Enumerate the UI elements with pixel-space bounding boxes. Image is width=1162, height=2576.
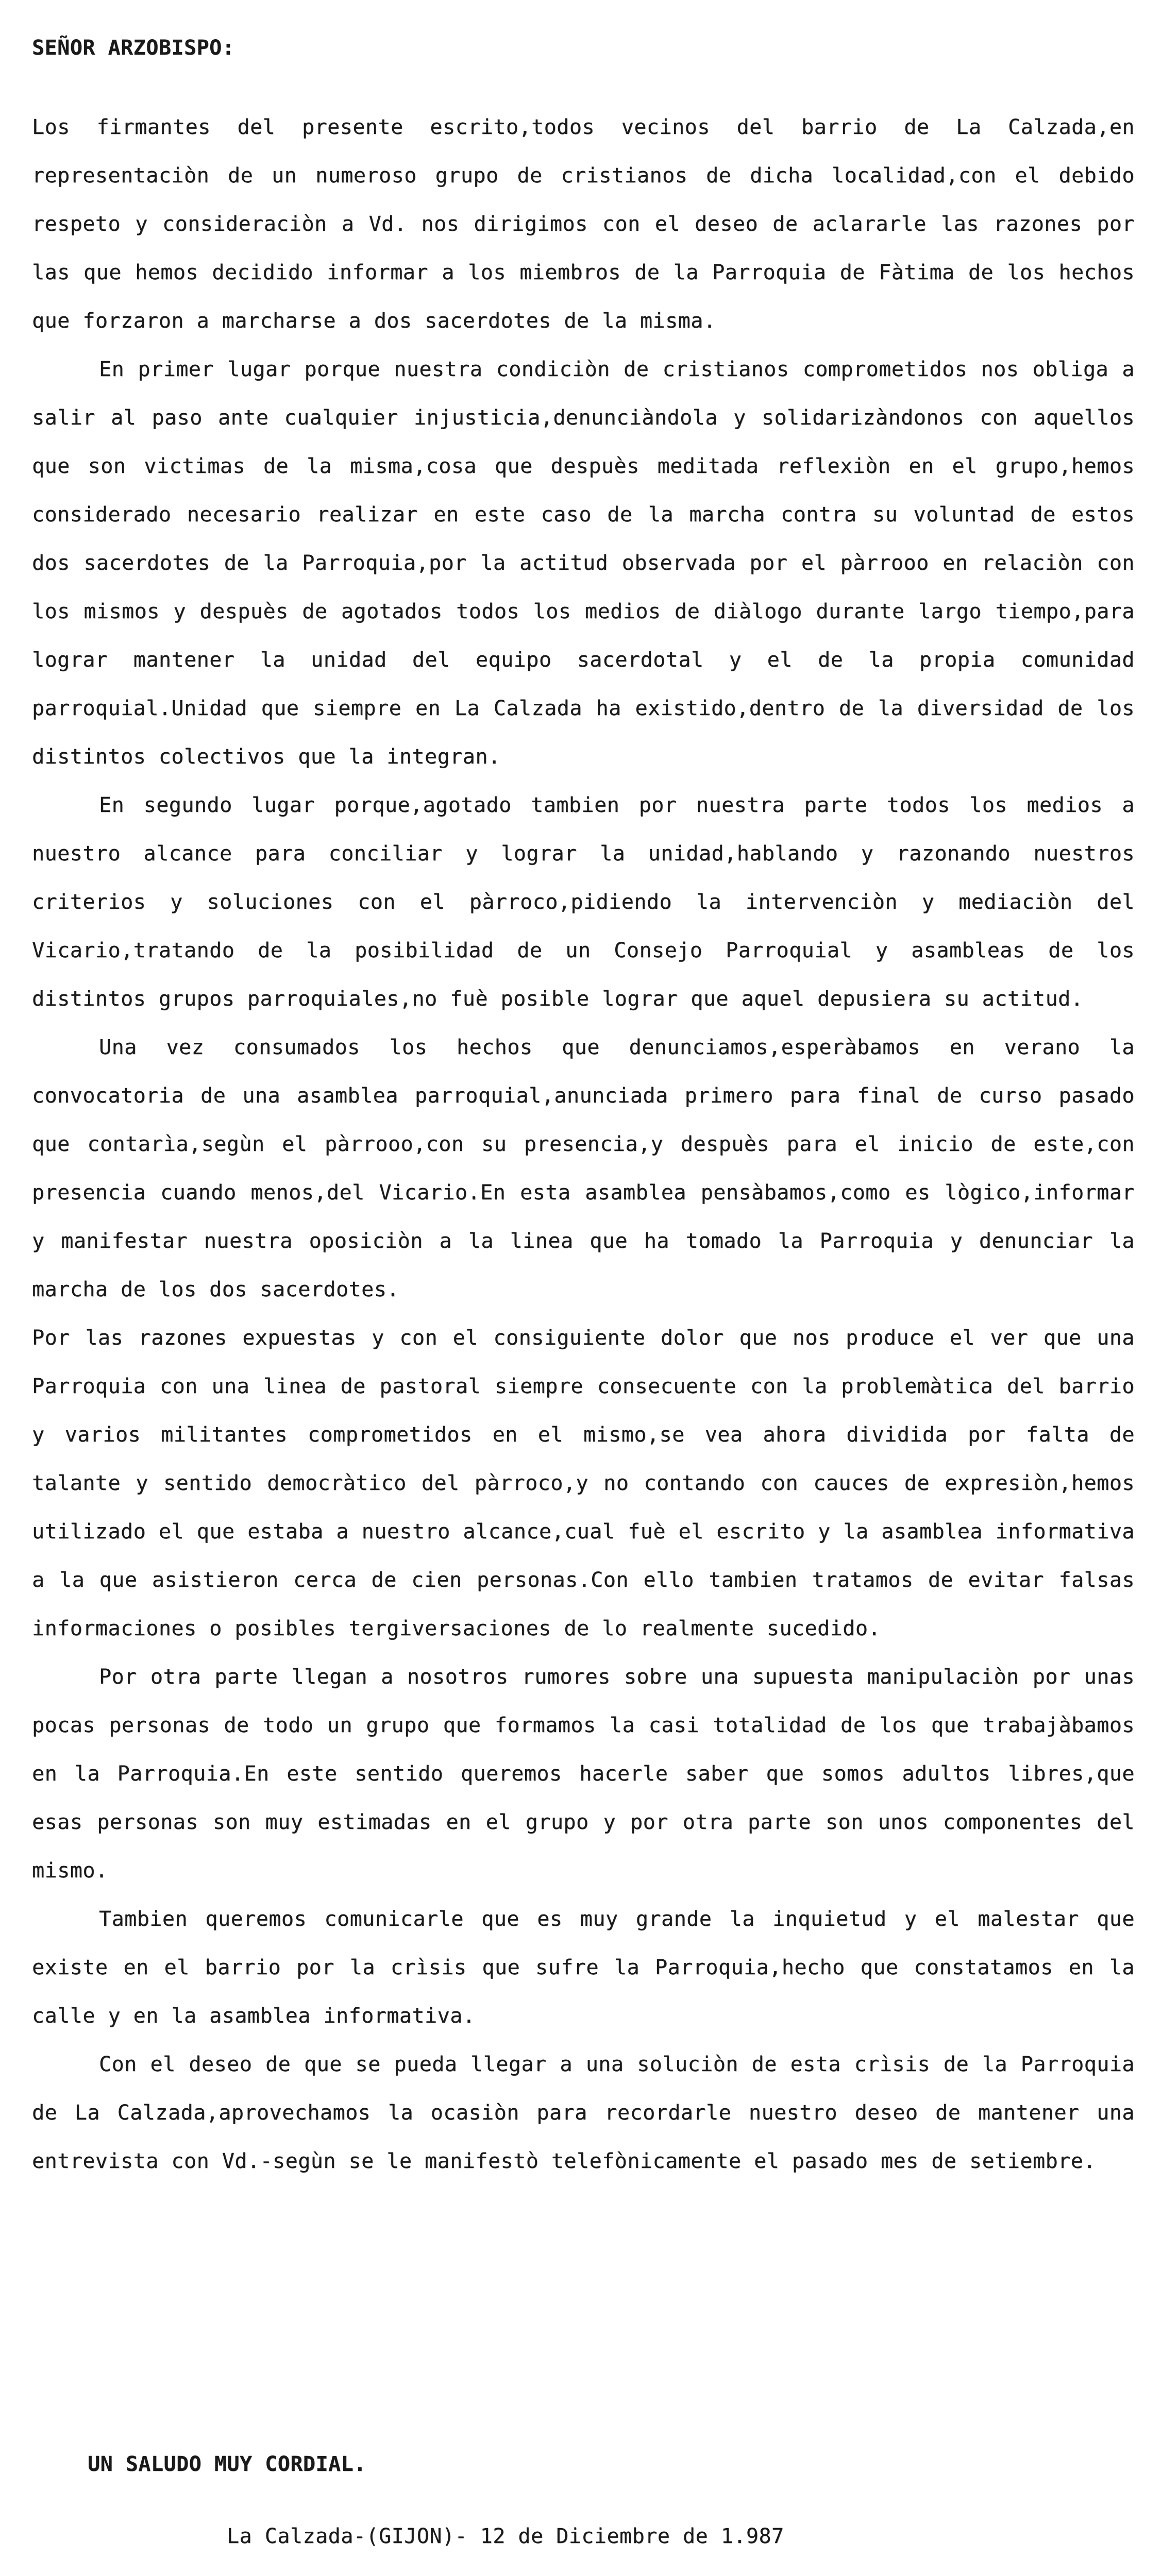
paragraph-consummated-facts: Una vez consumados los hechos que denunciamos,esperàbamos en verano la convocatoria de una asamblea parroquial,anunciada primero para final de curso pasado que contarìa,segùn el pàrrooo,con su presencia,y despuès para el inicio de este,con presencia cuando menos,del Vicario.En esta asamblea pensàbamos,como es lògico,informar y manifestar nuestra oposiciòn a la linea que ha tomado la Parroquia y denunciar la marcha de los dos sacerdotes.	[32, 1036, 1135, 1301]
closing-greeting: UN SALUDO MUY CORDIAL.	[88, 2452, 366, 2476]
salutation: SEÑOR ARZOBISPO:	[32, 36, 235, 60]
paragraph-reasons-exposed: Por las razones expuestas y con el consiguiente dolor que nos produce el ver que una Parroquia con una linea de pastoral siempre consecuente con la problemàtica del barrio y varios militantes comprometidos en el mismo,se vea ahora dividida por falta de talante y sentido democràtico del pàrroco,y no contando con cauces de expresiòn,hemos utilizado el que estaba a nuestro alcance,cual fuè el escrito y la asamblea informativa a la que asistieron cerca de cien personas.Con ello tambien tratamos de evitar falsas informaciones o posibles tergiversaciones de lo realmente sucedido.	[32, 1326, 1135, 1640]
paragraph-intro: Los firmantes del presente escrito,todos vecinos del barrio de La Calzada,en representaciòn de un numeroso grupo de cristianos de dicha localidad,con el debido respeto y consideraciòn a Vd. nos dirigimos con el deseo de aclararle las razones por las que hemos decidido informar a los miembros de la Parroquia de Fàtima de los hechos que forzaron a marcharse a dos sacerdotes de la misma.	[32, 115, 1135, 333]
paragraph-second-reason: En segundo lugar porque,agotado tambien por nuestra parte todos los medios a nuestro alcance para conciliar y lograr la unidad,hablando y razonando nuestros criterios y soluciones con el pàrroco,pidiendo la intervenciòn y mediaciòn del Vicario,tratando de la posibilidad de un Consejo Parroquial y asambleas de los distintos grupos parroquiales,no fuè posible lograr que aquel depusiera su actitud.	[32, 793, 1135, 1011]
paragraph-unrest: Tambien queremos comunicarle que es muy grande la inquietud y el malestar que existe en el barrio por la crìsis que sufre la Parroquia,hecho que constatamos en la calle y en la asamblea informativa.	[32, 1907, 1135, 2028]
paragraph-meeting-request: Con el deseo de que se pueda llegar a una soluciòn de esta crìsis de la Parroquia de La Calzada,aprovechamos la ocasiòn para recordarle nuestro deseo de mantener una entrevista con Vd.-segùn se le manifestò telefònicamente el pasado mes de setiembre.	[32, 2053, 1135, 2173]
letter-body	[32, 103, 1135, 2185]
place-and-date: La Calzada-(GIJON)- 12 de Diciembre de 1.987	[227, 2524, 784, 2548]
paragraph-rumors: Por otra parte llegan a nosotros rumores sobre una supuesta manipulaciòn por unas pocas personas de todo un grupo que formamos la casi totalidad de los que trabajàbamos en la Parroquia.En este sentido queremos hacerle saber que somos adultos libres,que esas personas son muy estimadas en el grupo y por otra parte son unos componentes del mismo.	[32, 1665, 1135, 1883]
paragraph-first-reason: En primer lugar porque nuestra condiciòn de cristianos comprometidos nos obliga a salir al paso ante cualquier injusticia,denunciàndola y solidarizàndonos con aquellos que son victimas de la misma,cosa que despuès meditada reflexiòn en el grupo,hemos considerado necesario realizar en este caso de la marcha contra su voluntad de estos dos sacerdotes de la Parroquia,por la actitud observada por el pàrrooo en relaciòn con los mismos y despuès de agotados todos los medios de diàlogo durante largo tiempo,para lograr mantener la unidad del equipo sacerdotal y el de la propia comunidad parroquial.Unidad que siempre en La Calzada ha existido,dentro de la diversidad de los distintos colectivos que la integran.	[32, 358, 1135, 769]
